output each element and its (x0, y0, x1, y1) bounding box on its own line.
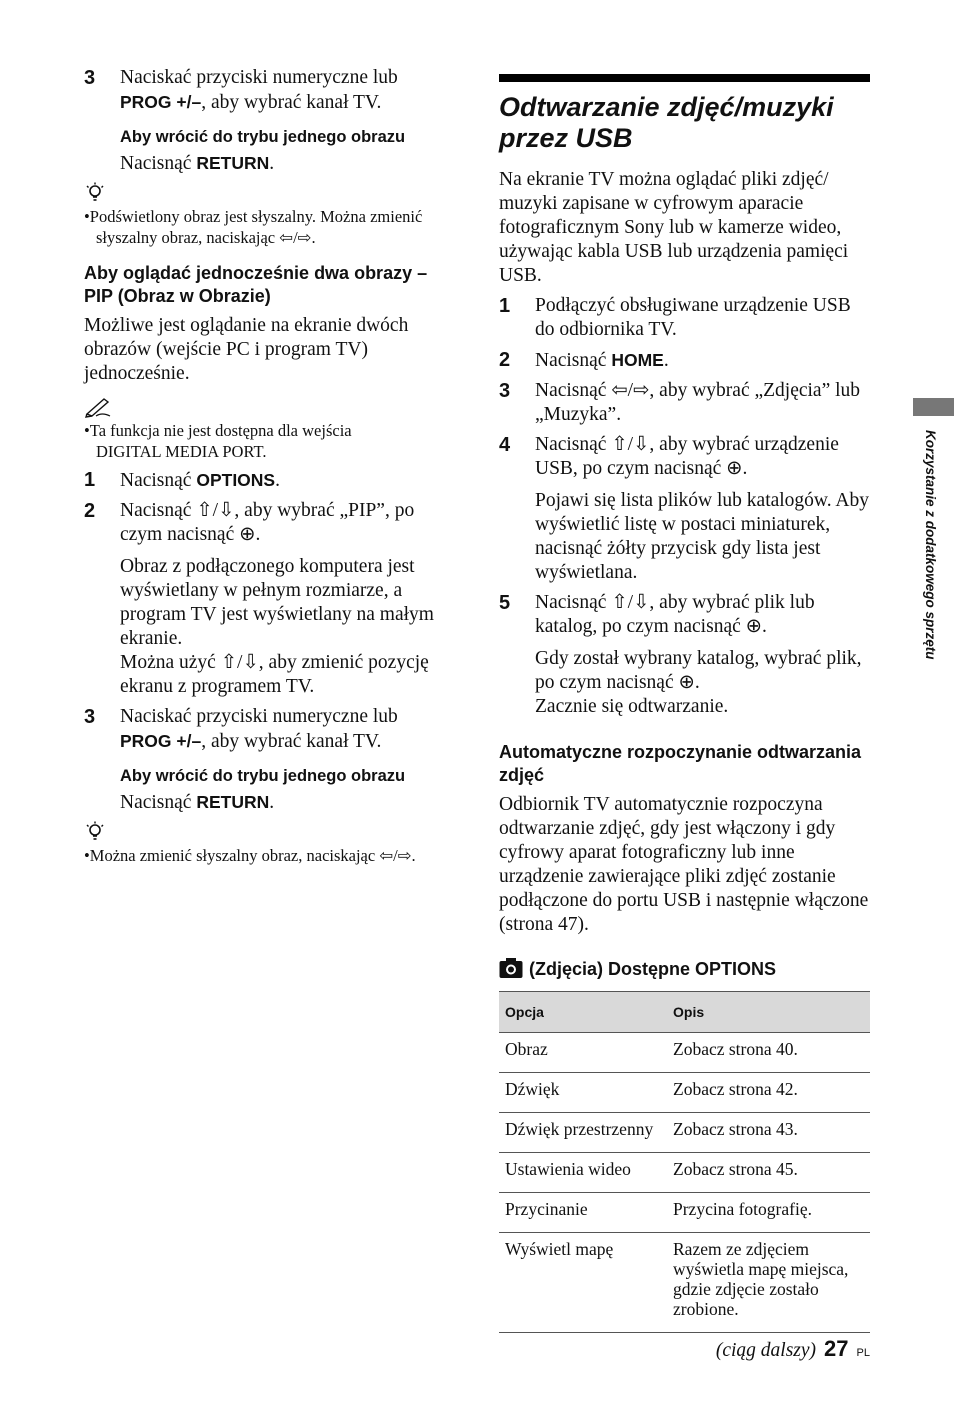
chapter-tab (913, 398, 954, 416)
step-3-prog: 3 Naciskać przyciski numeryczne lub PROG +/–, aby wybrać kanał TV. (84, 67, 398, 113)
table-row (499, 1113, 870, 1153)
step-number: 5 (499, 592, 511, 614)
table-header-row (499, 992, 870, 1033)
continued-label: (ciąg dalszy) (715, 1340, 817, 1361)
column-header: Opcja (499, 992, 667, 1033)
options-table (499, 991, 870, 1333)
pip-heading: Aby oglądać jednocześnie dwa obrazy – PIP (Obraz w Obrazie) (84, 263, 428, 306)
return-text: Nacisnąć RETURN. (120, 153, 275, 174)
page-title: Odtwarzanie zdjęć/muzyki przez USB (499, 92, 834, 153)
table-row (499, 1153, 870, 1193)
step-number: 1 (84, 469, 96, 491)
tip-icon (84, 821, 106, 843)
return-heading-2: Aby wrócić do trybu jednego obrazu (120, 767, 406, 785)
table-cell: Przycinanie (499, 1193, 667, 1233)
table-cell: Zobacz strona 45. (667, 1153, 870, 1193)
note-pencil-icon (84, 396, 112, 418)
language-code: PL (856, 1347, 870, 1359)
right-column (499, 74, 870, 1333)
table-row (499, 1233, 870, 1333)
return-text-2: Nacisnąć RETURN. (120, 792, 275, 813)
table-cell: Wyświetl mapę (499, 1233, 667, 1333)
return-heading: Aby wrócić do trybu jednego obrazu (120, 128, 406, 146)
step-number: 3 (84, 706, 96, 728)
step-1-options: 1 Nacisnąć OPTIONS. (84, 469, 280, 491)
tip-note: •Podświetlony obraz jest słyszalny. Można zmienić słyszalny obraz, naciskając ⇦/⇨. (84, 207, 423, 247)
table-cell: Dźwięk (499, 1073, 667, 1113)
step-number: 1 (499, 295, 511, 317)
table-cell: Dźwięk przestrzenny (499, 1113, 667, 1153)
left-column (84, 66, 454, 866)
usb-step-4-description: Pojawi się lista plików lub katalogów. Aby wyświetlić listę w postaci miniaturek, nacisnąć żółty przycisk gdy lista jest wyświetlana. (535, 490, 870, 583)
usb-step-3: 3 Nacisnąć ⇦/⇨, aby wybrać „Zdjęcia” lub „Muzyka”. (499, 380, 861, 425)
table-row (499, 1073, 870, 1113)
page-number: 27 (824, 1336, 849, 1361)
table-cell: Ustawienia wideo (499, 1153, 667, 1193)
step-2-description-2: Można użyć ⇧/⇩, aby zmienić pozycję ekranu z programem TV. (120, 652, 429, 697)
usb-step-2: 2 Nacisnąć HOME. (499, 349, 669, 371)
step-3-prog-2: 3 Naciskać przyciski numeryczne lub PROG +/–, aby wybrać kanał TV. (84, 706, 398, 752)
table-cell: Zobacz strona 42. (667, 1073, 870, 1113)
table-row (499, 1033, 870, 1073)
options-heading: (Zdjęcia) Dostępne OPTIONS (499, 957, 870, 981)
usb-step-5-description: Gdy został wybrany katalog, wybrać plik, po czym nacisnąć ⊕. (535, 648, 862, 693)
page-footer (716, 1336, 870, 1362)
usb-step-1: 1 Podłączyć obsługiwane urządzenie USB do odbiornika TV. (499, 295, 851, 340)
pip-note: •Ta funkcja nie jest dostępna dla wejścia DIGITAL MEDIA PORT. (84, 421, 352, 461)
column-header: Opis (667, 992, 870, 1033)
pip-intro: Możliwe jest oglądanie na ekranie dwóch obrazów (wejście PC i program TV) jednocześnie. (84, 315, 409, 384)
tip-icon (84, 182, 106, 204)
step-number: 2 (499, 349, 511, 371)
table-cell: Zobacz strona 43. (667, 1113, 870, 1153)
table-row (499, 1193, 870, 1233)
step-number: 3 (84, 67, 96, 89)
step-number: 3 (499, 380, 511, 402)
table-cell: Zobacz strona 40. (667, 1033, 870, 1073)
title-rule (499, 74, 870, 82)
usb-step-5: 5 Nacisnąć ⇧/⇩, aby wybrać plik lub katalog, po czym nacisnąć ⊕. (499, 592, 815, 637)
tip-note-2: •Można zmienić słyszalny obraz, naciskając ⇦/⇨. (84, 846, 416, 865)
table-cell: Razem ze zdjęciem wyświetla mapę miejsca, gdzie zdjęcie zostało zrobione. (667, 1233, 870, 1333)
step-number: 2 (84, 500, 96, 522)
table-cell: Przycina fotografię. (667, 1193, 870, 1233)
usb-intro: Na ekranie TV można oglądać pliki zdjęć/ muzyki zapisane w cyfrowym aparacie fotograficznym Sony lub w kamerze wideo, używając kabla USB lub urządzenia pamięci USB. (499, 169, 849, 286)
auto-heading: Automatyczne rozpoczynanie odtwarzania zdjęć (499, 742, 862, 785)
step-2-pip: 2 Nacisnąć ⇧/⇩, aby wybrać „PIP”, po czym nacisnąć ⊕. (84, 500, 415, 545)
usb-step-4: 4 Nacisnąć ⇧/⇩, aby wybrać urządzenie USB, po czym nacisnąć ⊕. (499, 434, 839, 479)
step-2-description: Obraz z podłączonego komputera jest wyświetlany w pełnym rozmiarze, a program TV jest wyświetlany na małym ekranie. (120, 556, 434, 649)
chapter-label: Korzystanie z dodatkowego sprzętu (923, 430, 938, 660)
step-number: 4 (499, 434, 511, 456)
camera-icon (499, 957, 523, 979)
auto-text: Odbiornik TV automatycznie rozpoczyna odtwarzanie zdjęć, gdy jest włączony i gdy cyfrowy aparat fotograficzny lub inne urządzenie zawierające pliki zdjęć zostanie podłączone do portu USB i następnie włączone (strona 47). (499, 794, 869, 935)
usb-step-5-description-2: Zacznie się odtwarzanie. (535, 696, 729, 717)
table-cell: Obraz (499, 1033, 667, 1073)
